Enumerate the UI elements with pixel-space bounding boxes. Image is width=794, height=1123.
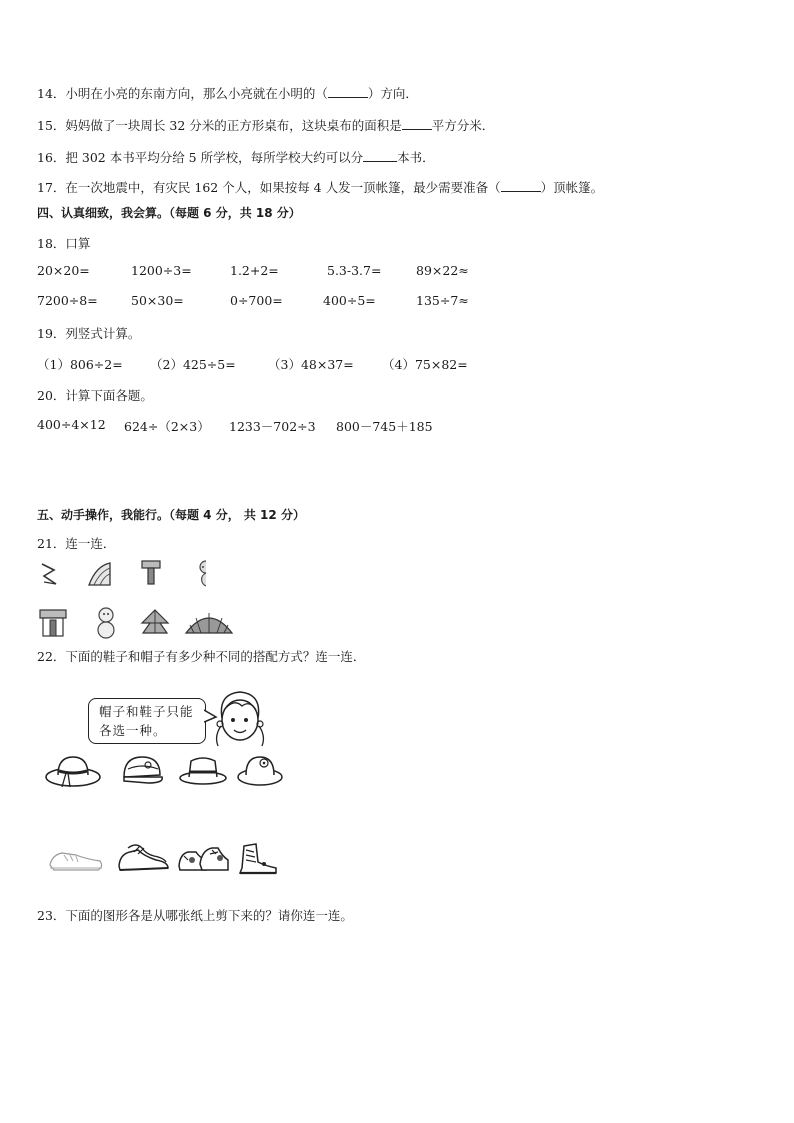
section-heading-5: 五、动手操作，我能行。（每题 4 分， 共 12 分）	[37, 508, 305, 522]
calc-item: 1233－702÷3	[229, 419, 316, 434]
fan-fragment-icon[interactable]	[86, 560, 114, 588]
snowman-icon[interactable]	[94, 605, 118, 639]
umbrella-dome-icon[interactable]	[184, 609, 234, 635]
answer-blank[interactable]	[501, 191, 541, 192]
question-19-title: 19．列竖式计算。	[37, 326, 141, 341]
tree-triangle-icon[interactable]	[140, 607, 170, 637]
bubble-text-line-1: 帽子和鞋子只能	[99, 704, 194, 719]
question-14: 14．小明在小亮的东南方向，那么小亮就在小明的（ ）方向．	[37, 86, 418, 101]
sneaker-icon[interactable]	[46, 845, 106, 875]
question-23-title: 23．下面的图形各是从哪张纸上剪下来的？请你连一连。	[37, 908, 353, 923]
question-21-title: 21．连一连．	[37, 536, 116, 551]
baseball-cap-icon[interactable]	[118, 753, 166, 787]
oral-calc-item: 89×22≈	[416, 263, 469, 278]
question-22-title: 22．下面的鞋子和帽子有多少种不同的搭配方式？连一连．	[37, 649, 366, 664]
calc-item: 800－745＋185	[336, 419, 433, 434]
question-17: 17．在一次地震中，有灾民 162 个人，如果按每 4 人发一顶帐篷，最少需要准备（ ）顶帐篷。	[37, 180, 604, 195]
oral-calc-item: 400÷5=	[323, 293, 376, 308]
oral-calc-item: 1200÷3=	[131, 263, 192, 278]
vertical-calc-item: （2）425÷5=	[150, 357, 236, 372]
calc-item: 400÷4×12	[37, 417, 106, 432]
sport-shoes-icon[interactable]	[176, 842, 230, 876]
dress-shoes-icon[interactable]	[116, 840, 172, 876]
fedora-hat-icon[interactable]	[178, 753, 228, 787]
oral-calc-item: 50×30=	[131, 293, 184, 308]
question-16: 16．把 302 本书平均分给 5 所学校，每所学校大约可以分 本书．	[37, 150, 435, 165]
oral-calc-item: 7200÷8=	[37, 293, 98, 308]
section-heading-4: 四、认真细致，我会算。（每题 6 分，共 18 分）	[37, 206, 301, 220]
question-20-title: 20．计算下面各题。	[37, 388, 153, 403]
question-15: 15．妈妈做了一块周长 32 分米的正方形桌布，这块桌布的面积是 平方分米．	[37, 118, 495, 133]
bubble-text-line-2: 各选一种。	[99, 723, 167, 738]
calc-item: 624÷（2×3）	[124, 419, 210, 434]
oral-calc-item: 20×20=	[37, 263, 90, 278]
zigzag-fragment-icon[interactable]	[38, 560, 62, 588]
oral-calc-item: 1.2+2=	[230, 263, 279, 278]
wide-brim-hat-icon[interactable]	[44, 751, 102, 791]
oral-calc-item: 5.3-3.7=	[327, 263, 382, 278]
answer-blank[interactable]	[363, 161, 397, 162]
answer-blank[interactable]	[328, 97, 368, 98]
answer-blank[interactable]	[402, 129, 432, 130]
oral-calc-item: 135÷7≈	[416, 293, 469, 308]
oral-calc-item: 0÷700=	[230, 293, 283, 308]
vertical-calc-item: （4）75×82=	[382, 357, 468, 372]
vertical-calc-item: （3）48×37=	[268, 357, 354, 372]
bonnet-hat-icon[interactable]	[236, 751, 284, 787]
vertical-calc-item: （1）806÷2=	[37, 357, 123, 372]
table-icon[interactable]	[38, 607, 68, 639]
high-top-sneakers-icon[interactable]	[236, 838, 280, 878]
mushroom-table-fragment-icon[interactable]	[140, 558, 162, 588]
snowman-half-fragment-icon[interactable]	[194, 558, 208, 588]
girl-face-icon	[212, 688, 268, 754]
speech-bubble	[88, 698, 206, 744]
question-18-title: 18．口算	[37, 236, 91, 251]
